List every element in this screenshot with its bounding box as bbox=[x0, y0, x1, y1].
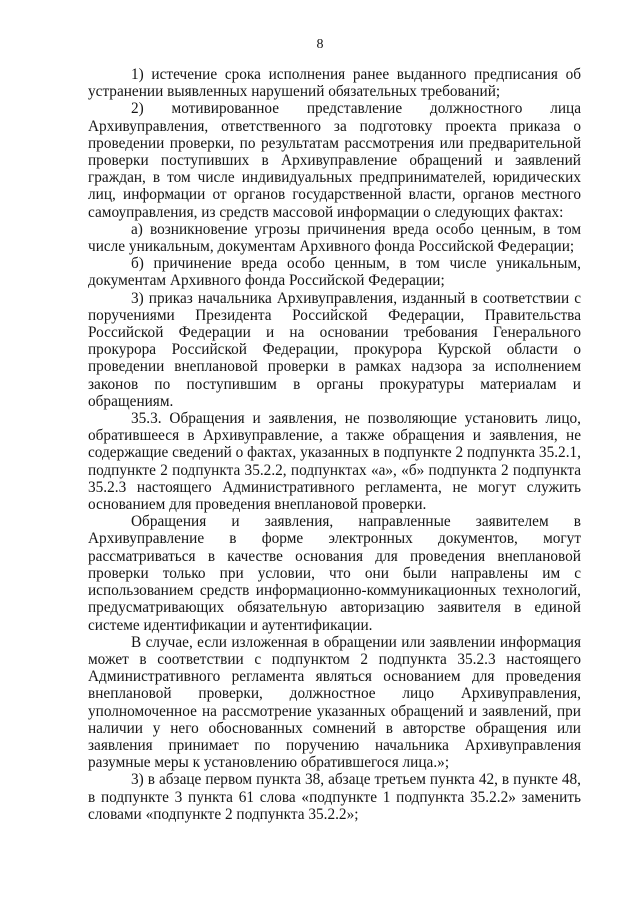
paragraph-amendment-3: 3) в абзаце первом пункта 38, абзаце третьем пункта 42, в пункте 48, в подпункте 3 пункта 61 слова «подпункте 1 подпункта 35.2.2» заменить словами «подпункте 2 подпункта 35.2.2»; bbox=[88, 771, 581, 823]
paragraph-item-1: 1) истечение срока исполнения ранее выданного предписания об устранении выявленных нарушений обязательных требований; bbox=[88, 66, 581, 101]
paragraph-electronic-requests: Обращения и заявления, направленные заявителем в Архивуправление в форме электронных документов, могут рассматриваться в качестве основания для проведения внеплановой проверки только при условии, что они были направлены им с использованием средств информационно-коммуникационных технологий, предусматривающих обязательную авторизацию заявителя в единой системе идентификации и аутентификации. bbox=[88, 513, 581, 634]
paragraph-item-2: 2) мотивированное представление должностного лица Архивуправления, ответственного за подготовку проекта приказа о проведении проверки, по результатам рассмотрения или предварительной проверки поступивших в Архивуправление обращений и заявлений граждан, в том числе индивидуальных предпринимателей, юридических лиц, информации от органов государственной власти, органов местного самоуправления, из средств массовой информации о следующих фактах: bbox=[88, 100, 581, 221]
paragraph-subitem-a: а) возникновение угрозы причинения вреда особо ценным, в том числе уникальным, документам Архивного фонда Российской Федерации; bbox=[88, 220, 581, 256]
paragraph-authorship-doubts: В случае, если изложенная в обращении или заявлении информация может в соответствии с подпунктом 2 подпункта 35.2.3 настоящего Административного регламента являться основанием для проведения внеплановой проверки, должностное лицо Архивуправления, уполномоченное на рассмотрение указанных обращений и заявлений, при наличии у него обоснованных сомнений в авторстве обращения или заявления принимает по поручению начальника Архивуправления разумные меры к установлению обратившегося лица.»; bbox=[88, 633, 581, 772]
document-body bbox=[88, 66, 581, 823]
paragraph-35-3: 35.3. Обращения и заявления, не позволяющие установить лицо, обратившееся в Архивуправление, а также обращения и заявления, не содержащие сведений о фактах, указанных в подпункте 2 подпункта 35.2.1, подпункте 2 подпункта 35.2.2, подпунктах «а», «б» подпункта 2 подпункта 35.2.3 настоящего Административного регламента, не могут служить основанием для проведения внеплановой проверки. bbox=[88, 410, 581, 514]
page-number: 8 bbox=[316, 37, 324, 52]
paragraph-item-3: 3) приказ начальника Архивуправления, изданный в соответствии с поручениями Президента Российской Федерации, Правительства Российской Федерации и на основании требования Генерального прокурора Российской Федерации, прокурора Курской области о проведении внеплановой проверки в рамках надзора за исполнением законов по поступившим в органы прокуратуры материалам и обращениям. bbox=[88, 289, 581, 410]
paragraph-subitem-b: б) причинение вреда особо ценным, в том числе уникальным, документам Архивного фонда Российской Федерации; bbox=[88, 255, 581, 290]
